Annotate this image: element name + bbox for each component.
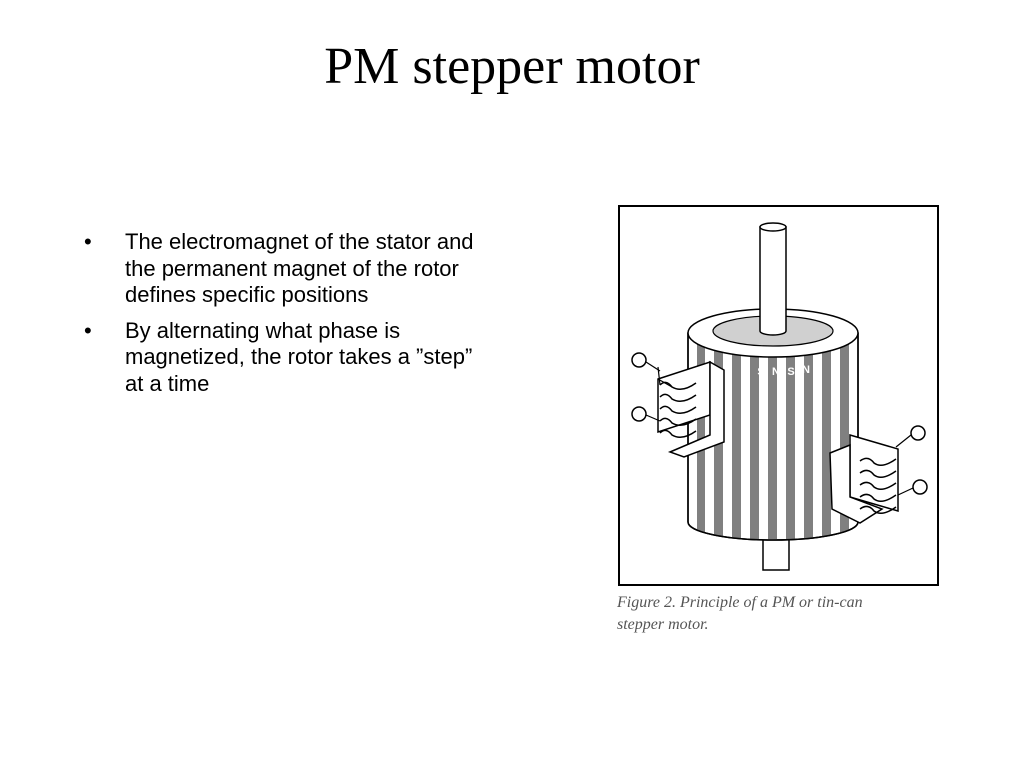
pole-label: N bbox=[772, 366, 780, 378]
figure-caption bbox=[617, 592, 937, 636]
pole-label: N bbox=[742, 364, 750, 376]
motor-figure bbox=[618, 205, 939, 586]
stepper-motor-diagram bbox=[620, 207, 937, 584]
bullet-text: The electromagnet of the stator and the permanent magnet of the rotor defines specific positions bbox=[125, 229, 474, 307]
bullet-item bbox=[84, 318, 484, 398]
terminal-icon bbox=[911, 426, 925, 440]
upper-shaft bbox=[760, 227, 786, 335]
bullet-dot-icon: • bbox=[84, 317, 92, 343]
bullet-text: By alternating what phase is magnetized, the rotor takes a ”step” at a time bbox=[125, 317, 473, 396]
left-electromagnet bbox=[632, 353, 724, 457]
bullet-dot-icon: • bbox=[84, 229, 92, 254]
pole-label: S bbox=[787, 366, 795, 378]
slide-title: PM stepper motor bbox=[324, 38, 700, 95]
bullet-list bbox=[84, 229, 484, 406]
caption-line: stepper motor. bbox=[617, 616, 709, 633]
terminal-icon bbox=[632, 353, 646, 367]
terminal-icon bbox=[913, 480, 927, 494]
terminal-icon bbox=[632, 407, 646, 421]
caption-line: Figure 2. Principle of a PM or tin-can bbox=[617, 594, 863, 611]
pole-label: S bbox=[757, 366, 765, 378]
pole-label: N bbox=[802, 364, 810, 376]
bullet-item bbox=[84, 229, 484, 309]
